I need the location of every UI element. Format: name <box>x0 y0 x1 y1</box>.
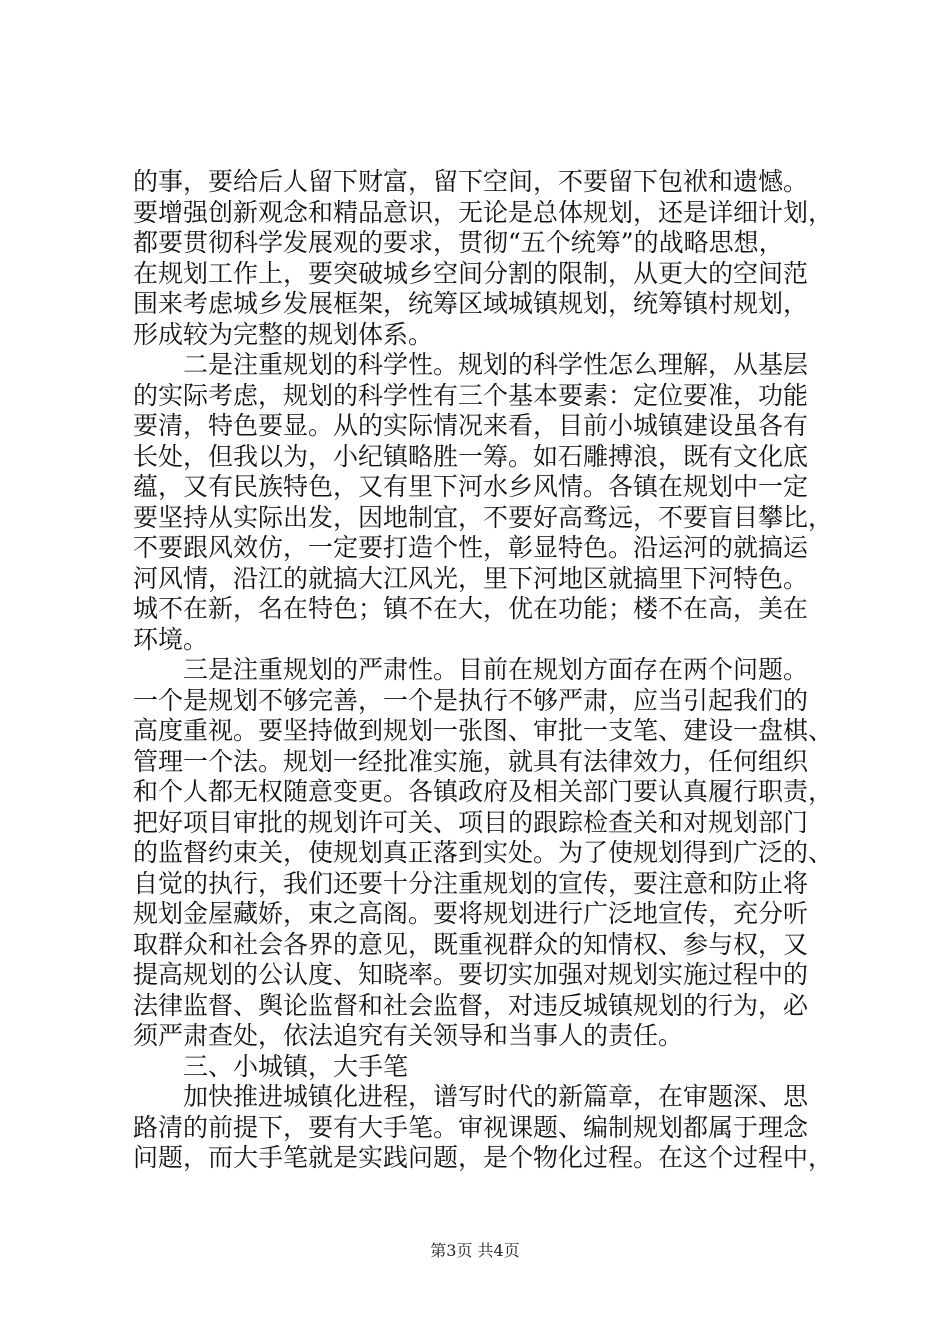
text-line: 的实际考虑，规划的科学性有三个基本要素：定位要准，功能 <box>133 380 809 410</box>
text-line: 自觉的执行，我们还要十分注重规划的宣传，要注意和防止将 <box>133 868 809 898</box>
text-line: 城不在新，名在特色；镇不在大，优在功能；楼不在高，美在 <box>133 594 809 623</box>
text-line: 环境。 <box>133 624 209 654</box>
text-line: 规划金屋藏娇，束之高阁。要将规划进行广泛地宣传，充分听 <box>133 899 809 928</box>
text-line: 要坚持从实际出发，因地制宜，不要好高骛远，不要盲目攀比， <box>133 502 834 532</box>
text-line: 把好项目审批的规划许可关、项目的跟踪检查关和对规划部门 <box>133 807 809 837</box>
text-line: 形成较为完整的规划体系。 <box>133 319 434 349</box>
text-line: 提高规划的公认度、知晓率。要切实加强对规划实施过程中的 <box>133 960 809 989</box>
text-line: 在规划工作上，要突破城乡空间分割的限制，从更大的空间范 <box>133 258 809 288</box>
document-body <box>133 167 833 1174</box>
text-line: 取群众和社会各界的意见，既重视群众的知情权、参与权，又 <box>133 929 809 959</box>
text-line: 路清的前提下，要有大手笔。审视课题、编制规划都属于理念 <box>133 1112 809 1142</box>
text-line: 高度重视。要坚持做到规划一张图、审批一支笔、建设一盘棋、 <box>133 716 834 745</box>
text-line: 问题，而大手笔就是实践问题，是个物化过程。在这个过程中， <box>133 1143 834 1172</box>
text-line: 不要跟风效仿，一定要打造个性，彰显特色。沿运河的就搞运 <box>133 533 809 562</box>
text-line: 要清，特色要显。从的实际情况来看，目前小城镇建设虽各有 <box>133 411 809 440</box>
page-footer: 第3页 共4页 <box>430 1241 520 1260</box>
text-line: 须严肃查处，依法追究有关领导和当事人的责任。 <box>133 1021 684 1050</box>
text-line: 三是注重规划的严肃性。目前在规划方面存在两个问题。 <box>183 655 809 684</box>
text-line: 法律监督、舆论监督和社会监督，对违反城镇规划的行为，必 <box>133 990 809 1020</box>
text-line: 管理一个法。规划一经批准实施，就具有法律效力，任何组织 <box>133 746 809 776</box>
text-line: 三、小城镇，大手笔 <box>183 1051 409 1081</box>
text-line: 的监督约束关，使规划真正落到实处。为了使规划得到广泛的、 <box>133 838 834 867</box>
text-line: 二是注重规划的科学性。规划的科学性怎么理解，从基层 <box>183 350 809 379</box>
text-line: 和个人都无权随意变更。各镇政府及相关部门要认真履行职责， <box>133 777 834 806</box>
text-line: 都要贯彻科学发展观的要求，贯彻“五个统筹”的战略思想， <box>133 228 784 257</box>
text-line: 要增强创新观念和精品意识，无论是总体规划，还是详细计划， <box>133 197 834 227</box>
text-line: 一个是规划不够完善，一个是执行不够严肃，应当引起我们的 <box>133 685 809 715</box>
text-line: 围来考虑城乡发展框架，统筹区域城镇规划，统筹镇村规划， <box>133 289 809 318</box>
text-line: 加快推进城镇化进程，谱写时代的新篇章，在审题深、思 <box>183 1082 809 1111</box>
text-line: 长处，但我以为，小纪镇略胜一筹。如石雕搏浪，既有文化底 <box>133 441 809 471</box>
text-line: 的事，要给后人留下财富，留下空间，不要留下包袱和遗憾。 <box>133 167 809 196</box>
text-line: 蕴，又有民族特色，又有里下河水乡风情。各镇在规划中一定 <box>133 472 809 501</box>
text-line: 河风情，沿江的就搞大江风光，里下河地区就搞里下河特色。 <box>133 563 809 593</box>
